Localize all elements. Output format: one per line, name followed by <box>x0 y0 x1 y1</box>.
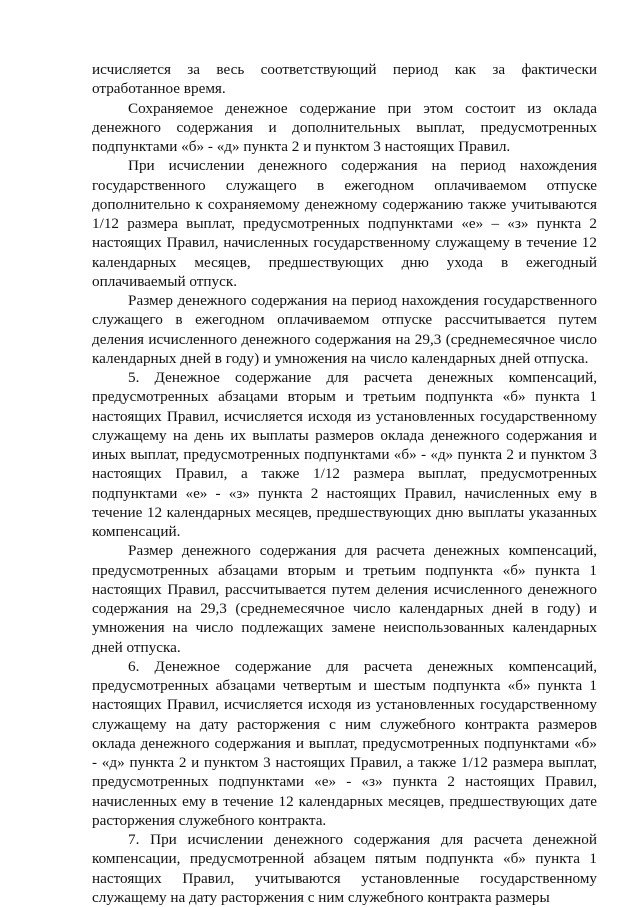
paragraph-vacation-pay-calculation: При исчислении денежного содержания на период нахождения государственного служащего в ежегодном оплачиваемом отпуске дополнительно к сохраняемому денежному содержанию также учитываются 1/12 размера выплат, предусмотренных подпунктами «е» – «з» пункта 2 настоящих Правил, начисленных государственному служащему в течение 12 календарных месяцев, предшествующих дню ухода в ежегодный оплачиваемый отпуск. <box>92 157 597 290</box>
paragraph-clause-6: 6. Денежное содержание для расчета денежных компенсаций, предусмотренных абзацами четвертым и шестым подпункта «б» пункта 1 настоящих Правил, исчисляется исходя из установленных государственному служащему на дату расторжения с ним служебного контракта размеров оклада денежного содержания и выплат, предусмотренных подпунктами «б» - «д» пункта 2 и пунктом 3 настоящих Правил, а также 1/12 размера выплат, предусмотренных подпунктами «е» - «з» пункта 2 настоящих Правил, начисленных ему в течение 12 календарных месяцев, предшествующих дате расторжения служебного контракта. <box>92 657 597 829</box>
paragraph-clause-7: 7. При исчислении денежного содержания для расчета денежной компенсации, предусмотренной абзацем пятым подпункта «б» пункта 1 настоящих Правил, учитываются установленные государственному служащему на дату расторжения с ним служебного контракта размеры <box>92 831 597 906</box>
paragraph-retained-pay-composition: Сохраняемое денежное содержание при этом состоит из оклада денежного содержания и дополнительных выплат, предусмотренных подпунктами «б» - «д» пункта 2 и пунктом 3 настоящих Правил. <box>92 99 597 155</box>
paragraph-compensation-amount: Размер денежного содержания для расчета денежных компенсаций, предусмотренных абзацами вторым и третьим подпункта «б» пункта 1 настоящих Правил, рассчитывается путем деления исчисленного денежного содержания на 29,3 (среднемесячное число календарных дней в году) и умножения на число подлежащих замене неиспользованных календарных дней отпуска. <box>92 542 597 656</box>
paragraph-vacation-pay-amount: Размер денежного содержания на период нахождения государственного служащего в ежегодном оплачиваемом отпуске рассчитывается путем деления исчисленного денежного содержания на 29,3 (среднемесячное число календарных дней в году) и умножения на число календарных дней отпуска. <box>92 292 597 367</box>
paragraph-continuation: исчисляется за весь соответствующий период как за фактически отработанное время. <box>92 61 597 98</box>
paragraph-clause-5: 5. Денежное содержание для расчета денежных компенсаций, предусмотренных абзацами вторым и третьим подпункта «б» пункта 1 настоящих Правил, исчисляется исходя из установленных государственному служащему на день их выплаты размеров оклада денежного содержания и иных выплат, предусмотренных подпунктами «б» - «д» пункта 2 и пунктом 3 настоящих Правил, а также 1/12 размера выплат, предусмотренных подпунктами «е» - «з» пункта 2 настоящих Правил, начисленных ему в течение 12 календарных месяцев, предшествующих дню выплаты указанных компенсаций. <box>92 369 597 540</box>
document-body <box>92 60 597 907</box>
